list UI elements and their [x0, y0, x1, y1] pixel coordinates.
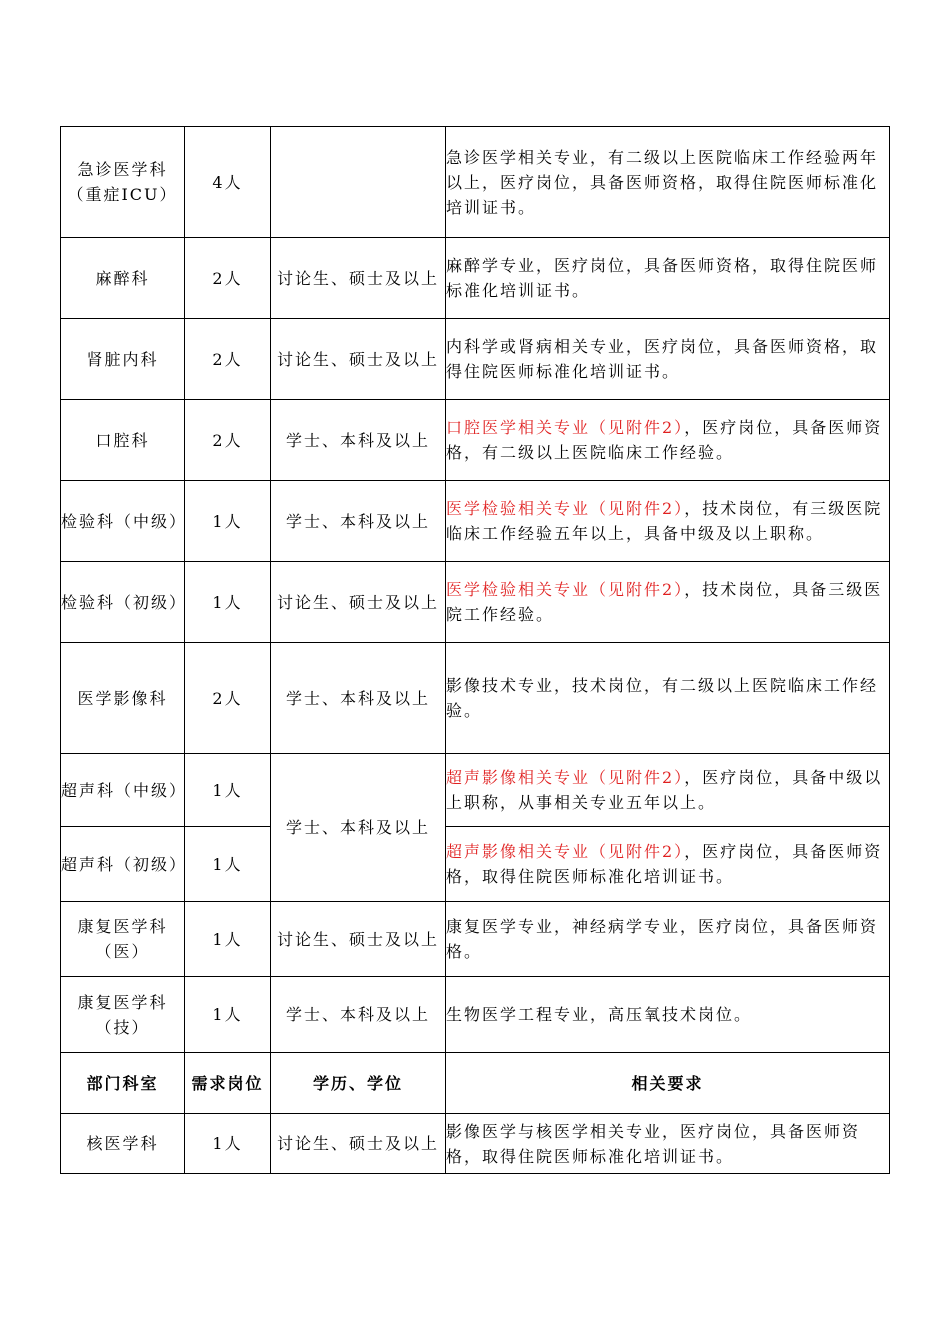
edu-cell: 学士、本科及以上 — [271, 977, 446, 1053]
req-highlight: 超声影像相关专业（见附件2） — [446, 842, 685, 861]
header-row — [61, 1053, 890, 1114]
count-cell: 2人 — [185, 643, 271, 754]
count-cell: 1人 — [185, 902, 271, 977]
table-row — [61, 754, 890, 827]
edu-cell: 讨论生、硕士及以上 — [271, 902, 446, 977]
table-row — [61, 643, 890, 754]
edu-cell — [271, 127, 446, 238]
req-highlight: 医学检验相关专业（见附件2） — [446, 499, 685, 518]
header-count: 需求岗位 — [185, 1053, 271, 1114]
req-text: 影像医学与核医学相关专业，医疗岗位，具备医师资格，取得住院医师标准化培训证书。 — [446, 1121, 861, 1166]
dept-cell: 核医学科 — [61, 1114, 185, 1174]
dept-cell: 医学影像科 — [61, 643, 185, 754]
req-cell — [446, 754, 890, 827]
dept-cell: 麻醉科 — [61, 238, 185, 319]
count-cell: 1人 — [185, 977, 271, 1053]
count-cell: 1人 — [185, 827, 271, 902]
dept-cell: 检验科（初级） — [61, 562, 185, 643]
dept-cell: 康复医学科（技） — [61, 977, 185, 1053]
req-cell — [446, 238, 890, 319]
count-cell: 1人 — [185, 481, 271, 562]
req-cell — [446, 827, 890, 902]
req-text: ，技术岗位，具备三级医院工作经验。 — [446, 580, 883, 624]
count-cell: 1人 — [185, 1114, 271, 1174]
table-row — [61, 238, 890, 319]
dept-cell: 超声科（初级） — [61, 827, 185, 902]
table-row — [61, 902, 890, 977]
count-cell: 1人 — [185, 754, 271, 827]
req-cell — [446, 902, 890, 977]
req-cell — [446, 127, 890, 238]
table-row — [61, 400, 890, 481]
header-edu: 学历、学位 — [271, 1053, 446, 1114]
req-text: 影像技术专业，技术岗位，有二级以上医院临床工作经验。 — [446, 676, 879, 720]
edu-cell: 学士、本科及以上 — [271, 481, 446, 562]
count-cell: 1人 — [185, 562, 271, 643]
recruitment-table — [60, 126, 890, 1174]
table-row — [61, 127, 890, 238]
req-cell — [446, 977, 890, 1053]
header-req: 相关要求 — [446, 1053, 890, 1114]
dept-cell: 康复医学科（医） — [61, 902, 185, 977]
edu-cell: 学士、本科及以上 — [271, 643, 446, 754]
edu-cell: 学士、本科及以上 — [271, 400, 446, 481]
req-text: ，技术岗位，有三级医院临床工作经验五年以上，具备中级及以上职称。 — [446, 499, 883, 543]
req-text: 急诊医学相关专业，有二级以上医院临床工作经验两年以上，医疗岗位，具备医师资格，取得住院医师标准化培训证书。 — [446, 147, 879, 217]
req-text: 麻醉学专业，医疗岗位，具备医师资格，取得住院医师标准化培训证书。 — [446, 256, 879, 300]
edu-cell: 讨论生、硕士及以上 — [271, 562, 446, 643]
req-cell — [446, 481, 890, 562]
count-cell: 2人 — [185, 319, 271, 400]
table-row — [61, 319, 890, 400]
req-text: 康复医学专业，神经病学专业，医疗岗位，具备医师资格。 — [446, 917, 879, 961]
req-cell — [446, 319, 890, 400]
req-cell — [446, 562, 890, 643]
dept-cell: 肾脏内科 — [61, 319, 185, 400]
table-row — [61, 827, 890, 902]
req-text: ，医疗岗位，具备中级以上职称，从事相关专业五年以上。 — [446, 768, 883, 812]
table-row — [61, 481, 890, 562]
req-text: ，医疗岗位，具备医师资格，有二级以上医院临床工作经验。 — [446, 418, 883, 462]
count-cell: 2人 — [185, 400, 271, 481]
table-row — [61, 562, 890, 643]
dept-cell: 检验科（中级） — [61, 481, 185, 562]
req-highlight: 医学检验相关专业（见附件2） — [446, 580, 685, 599]
req-cell — [446, 1114, 890, 1174]
req-text: 内科学或肾病相关专业，医疗岗位，具备医师资格，取得住院医师标准化培训证书。 — [446, 337, 879, 381]
edu-cell: 学士、本科及以上 — [271, 754, 446, 902]
edu-cell: 讨论生、硕士及以上 — [271, 319, 446, 400]
dept-cell: 口腔科 — [61, 400, 185, 481]
req-text: 生物医学工程专业，高压氧技术岗位。 — [446, 1005, 753, 1024]
edu-cell: 讨论生、硕士及以上 — [271, 1114, 446, 1174]
edu-cell: 讨论生、硕士及以上 — [271, 238, 446, 319]
req-cell — [446, 400, 890, 481]
req-highlight: 超声影像相关专业（见附件2） — [446, 768, 685, 787]
table-row — [61, 1114, 890, 1174]
count-cell: 2人 — [185, 238, 271, 319]
table-row — [61, 977, 890, 1053]
req-highlight: 口腔医学相关专业（见附件2） — [446, 418, 685, 437]
req-cell — [446, 643, 890, 754]
header-dept: 部门科室 — [61, 1053, 185, 1114]
dept-cell: 超声科（中级） — [61, 754, 185, 827]
dept-cell: 急诊医学科（重症ICU） — [61, 127, 185, 238]
count-cell: 4人 — [185, 127, 271, 238]
req-text: ，医疗岗位，具备医师资格，取得住院医师标准化培训证书。 — [446, 842, 883, 886]
